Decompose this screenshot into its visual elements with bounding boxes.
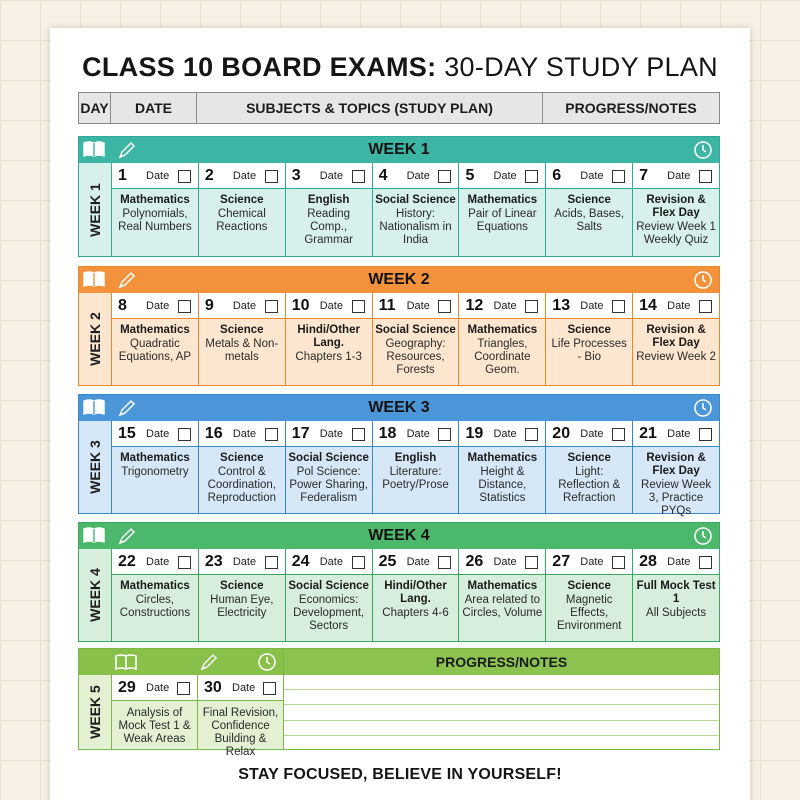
- day-cell-18: [372, 421, 459, 513]
- day-subject: Mathematics: [120, 324, 190, 336]
- day-topic: History: Nationalism in India: [379, 208, 452, 246]
- day-subject: Science: [567, 580, 611, 592]
- day-topic: Metals & Non-metals: [205, 338, 279, 363]
- date-label: Date: [406, 555, 430, 568]
- week-grid: [111, 293, 719, 385]
- day-cell-16: [198, 421, 285, 513]
- day-number: 6: [552, 166, 562, 184]
- title-bold: CLASS 10 BOARD EXAMS:: [82, 52, 437, 82]
- day-checkbox[interactable]: [178, 300, 191, 313]
- day-checkbox[interactable]: [352, 556, 365, 569]
- day-subject: English: [394, 452, 437, 464]
- day-checkbox[interactable]: [178, 170, 191, 183]
- day-subject: Science: [567, 324, 611, 336]
- day-topic: Pair of Linear Equations: [468, 208, 537, 233]
- day-number: 11: [378, 296, 396, 314]
- day-number: 13: [552, 296, 571, 314]
- day-checkbox[interactable]: [438, 300, 451, 313]
- book-icon: [115, 653, 137, 671]
- week-side-label: WEEK 2: [87, 312, 103, 366]
- day-checkbox[interactable]: [265, 170, 278, 183]
- day-topic: Magnetic Effects, Environment: [556, 594, 622, 632]
- day-number: 29: [118, 678, 136, 696]
- date-label: Date: [319, 555, 343, 568]
- day-checkbox[interactable]: [525, 300, 538, 313]
- day-number: 7: [639, 166, 649, 184]
- day-subject: Revision & Flex Day: [646, 452, 706, 477]
- date-label: Date: [667, 169, 691, 182]
- day-subject: Mathematics: [120, 194, 190, 206]
- week-side-label: WEEK 3: [87, 440, 103, 494]
- day-subject: Mathematics: [467, 580, 538, 592]
- week-header: [79, 137, 719, 163]
- day-subject: Mathematics: [467, 452, 538, 464]
- date-label: Date: [406, 427, 430, 440]
- day-topic: Literature: Poetry/Prose: [382, 466, 449, 491]
- day-subject: English: [307, 194, 350, 206]
- day-cell-2: [198, 163, 285, 256]
- week-5-grid: [111, 675, 283, 758]
- date-label: Date: [580, 555, 604, 568]
- day-cell-21: [632, 421, 719, 517]
- date-label: Date: [406, 299, 430, 312]
- day-cell-24: [285, 549, 372, 641]
- book-icon: [83, 398, 105, 416]
- day-checkbox[interactable]: [263, 682, 276, 695]
- day-cell-20: [545, 421, 632, 513]
- day-checkbox[interactable]: [352, 170, 365, 183]
- week-header: [79, 523, 719, 549]
- day-subject: Revision & Flex Day: [646, 324, 706, 349]
- day-checkbox[interactable]: [178, 428, 191, 441]
- day-topic: Trigonometry: [121, 466, 189, 478]
- week-header: [79, 267, 719, 293]
- day-cell-17: [285, 421, 372, 513]
- day-subject: Hindi/Other Lang.: [384, 580, 447, 605]
- day-topic: Analysis of Mock Test 1 & Weak Areas: [118, 707, 191, 745]
- day-checkbox[interactable]: [525, 170, 538, 183]
- day-topic: Circles, Constructions: [119, 594, 191, 619]
- day-topic: Quadratic Equations, AP: [118, 338, 192, 363]
- day-number: 23: [204, 552, 223, 570]
- week-header: [79, 395, 719, 421]
- date-label: Date: [232, 681, 256, 694]
- date-label: Date: [232, 169, 257, 182]
- day-cell-13: [545, 293, 632, 385]
- date-label: Date: [493, 555, 517, 568]
- day-topic: Area related to Circles, Volume: [462, 594, 543, 619]
- day-checkbox[interactable]: [438, 170, 451, 183]
- date-label: Date: [580, 299, 604, 312]
- day-cell-25: [372, 549, 459, 641]
- date-label: Date: [146, 299, 170, 312]
- day-number: 10: [291, 296, 310, 314]
- date-label: Date: [146, 681, 170, 694]
- day-number: 17: [291, 424, 310, 442]
- week-title: WEEK 3: [368, 399, 430, 416]
- day-checkbox[interactable]: [699, 556, 712, 569]
- day-cell-1: [111, 163, 198, 256]
- date-label: Date: [667, 555, 691, 568]
- day-checkbox[interactable]: [612, 556, 625, 569]
- clock-icon: [693, 140, 713, 160]
- day-cell-15: [111, 421, 198, 513]
- pencil-icon: [117, 526, 137, 546]
- date-label: Date: [232, 299, 257, 312]
- week-title: WEEK 2: [368, 271, 430, 288]
- day-number: 4: [378, 166, 388, 184]
- pencil-icon: [117, 270, 137, 290]
- day-subject: Mathematics: [467, 324, 538, 336]
- day-topic: Height & Distance, Statistics: [478, 466, 527, 504]
- day-number: 15: [118, 424, 136, 442]
- motivational-footer: STAY FOCUSED, BELIEVE IN YOURSELF!: [238, 766, 562, 783]
- day-topic: Review Week 3, Practice PYQs: [641, 479, 712, 517]
- day-number: 3: [291, 166, 301, 184]
- day-topic: Acids, Bases, Salts: [554, 208, 625, 233]
- day-subject: Social Science: [288, 452, 369, 464]
- day-topic: Review Week 2: [636, 351, 716, 363]
- book-icon: [83, 526, 105, 544]
- day-topic: Life Processes - Bio: [551, 338, 627, 363]
- day-cell-23: [198, 549, 285, 641]
- day-subject: Full Mock Test 1: [636, 580, 716, 605]
- day-topic: Chemical Reactions: [216, 208, 268, 233]
- book-icon: [83, 270, 105, 288]
- date-label: Date: [232, 427, 257, 440]
- day-subject: Social Science: [288, 580, 369, 592]
- title-light: 30-DAY STUDY PLAN: [444, 52, 718, 82]
- day-checkbox[interactable]: [612, 170, 625, 183]
- header-date: DATE: [111, 93, 197, 123]
- date-label: Date: [146, 555, 170, 568]
- header-subjects: SUBJECTS & TOPICS (STUDY PLAN): [197, 93, 543, 123]
- day-topic: Triangles, Coordinate Geom.: [474, 338, 531, 376]
- day-number: 12: [465, 296, 484, 314]
- day-topic: Review Week 1 Weekly Quiz: [636, 221, 716, 246]
- week-side-label: WEEK 4: [87, 568, 103, 622]
- day-topic: Polynomials, Real Numbers: [118, 208, 192, 233]
- day-checkbox[interactable]: [352, 428, 365, 441]
- day-subject: Science: [220, 194, 264, 206]
- day-number: 5: [465, 166, 475, 184]
- day-checkbox[interactable]: [438, 428, 451, 441]
- day-number: 26: [465, 552, 484, 570]
- date-label: Date: [667, 427, 691, 440]
- day-number: 9: [204, 296, 214, 314]
- day-number: 27: [552, 552, 571, 570]
- day-cell-28: [632, 549, 719, 641]
- week-title: WEEK 4: [368, 527, 430, 544]
- week-5-notes-title: PROGRESS/NOTES: [283, 649, 719, 675]
- day-cell-12: [458, 293, 545, 385]
- date-label: Date: [319, 169, 343, 182]
- pencil-icon: [199, 652, 219, 672]
- day-number: 30: [204, 678, 222, 696]
- day-cell-8: [111, 293, 198, 385]
- week-1-section: [78, 136, 720, 257]
- week-grid: [111, 549, 719, 641]
- date-label: Date: [146, 427, 170, 440]
- day-cell-11: [372, 293, 459, 385]
- day-subject: Science: [567, 194, 611, 206]
- clock-icon: [693, 270, 713, 290]
- day-number: 8: [118, 296, 127, 314]
- date-label: Date: [493, 427, 517, 440]
- day-subject: Social Science: [375, 194, 456, 206]
- day-checkbox[interactable]: [178, 556, 191, 569]
- date-label: Date: [493, 299, 517, 312]
- pencil-icon: [117, 140, 137, 160]
- date-label: Date: [580, 427, 604, 440]
- day-cell-26: [458, 549, 545, 641]
- day-number: 21: [639, 424, 657, 442]
- pencil-icon: [117, 398, 137, 418]
- day-cell-5: [458, 163, 545, 256]
- day-topic: Economics: Development, Sectors: [293, 594, 365, 632]
- day-cell-6: [545, 163, 632, 256]
- day-topic: Chapters 4-6: [382, 607, 449, 619]
- day-cell-9: [198, 293, 285, 385]
- week-4-section: [78, 522, 720, 642]
- day-topic: Human Eye, Electricity: [210, 594, 274, 619]
- day-checkbox[interactable]: [699, 428, 712, 441]
- week-side-label: WEEK 1: [87, 182, 103, 237]
- week-title: WEEK 1: [368, 141, 430, 158]
- day-number: 24: [291, 552, 310, 570]
- date-label: Date: [319, 299, 343, 312]
- day-number: 19: [465, 424, 484, 442]
- day-cell-22: [111, 549, 198, 641]
- week-2-section: [78, 266, 720, 386]
- clock-icon: [693, 526, 713, 546]
- day-cell-7: [632, 163, 719, 256]
- day-topic: Control & Coordination, Reproduction: [207, 466, 276, 504]
- day-number: 1: [118, 166, 127, 184]
- day-subject: Science: [220, 580, 264, 592]
- day-subject: Mathematics: [120, 452, 190, 464]
- page-title: [0, 52, 800, 83]
- day-topic: Light: Reflection & Refraction: [558, 466, 621, 504]
- day-subject: Social Science: [375, 324, 456, 336]
- day-cell-3: [285, 163, 372, 256]
- day-topic: Reading Comp., Grammar: [304, 208, 353, 246]
- day-subject: Mathematics: [467, 194, 538, 206]
- week-grid: [111, 163, 719, 256]
- day-subject: Revision & Flex Day: [646, 194, 706, 219]
- day-topic: Pol Science: Power Sharing, Federalism: [289, 466, 368, 504]
- day-checkbox[interactable]: [525, 428, 538, 441]
- week-grid: [111, 421, 719, 517]
- day-checkbox[interactable]: [352, 300, 365, 313]
- day-subject: Mathematics: [120, 580, 190, 592]
- date-label: Date: [580, 169, 604, 182]
- column-header-row: [78, 92, 720, 124]
- day-checkbox[interactable]: [699, 170, 712, 183]
- week-3-section: [78, 394, 720, 517]
- date-label: Date: [319, 427, 343, 440]
- date-label: Date: [667, 299, 691, 312]
- day-number: 22: [118, 552, 136, 570]
- day-checkbox[interactable]: [438, 556, 451, 569]
- day-number: 16: [204, 424, 223, 442]
- day-cell-30: [197, 675, 283, 758]
- day-checkbox[interactable]: [612, 300, 625, 313]
- day-topic: Chapters 1-3: [295, 351, 362, 363]
- header-progress: PROGRESS/NOTES: [565, 100, 697, 116]
- week-5-section: [78, 648, 720, 758]
- date-label: Date: [146, 169, 170, 182]
- day-topic: All Subjects: [646, 607, 707, 619]
- day-subject: Science: [220, 324, 264, 336]
- progress-notes-area[interactable]: [283, 675, 719, 749]
- day-checkbox[interactable]: [525, 556, 538, 569]
- day-cell-14: [632, 293, 719, 385]
- week-5-side-label: WEEK 5: [87, 685, 103, 739]
- date-label: Date: [493, 169, 517, 182]
- day-cell-10: [285, 293, 372, 385]
- day-number: 2: [204, 166, 214, 184]
- week-5-header: [79, 649, 283, 675]
- day-checkbox[interactable]: [177, 682, 190, 695]
- day-subject: Science: [220, 452, 264, 464]
- day-checkbox[interactable]: [265, 300, 278, 313]
- day-number: 25: [378, 552, 397, 570]
- day-checkbox[interactable]: [265, 428, 278, 441]
- day-number: 20: [552, 424, 571, 442]
- day-number: 18: [378, 424, 397, 442]
- date-label: Date: [232, 555, 257, 568]
- date-label: Date: [406, 169, 430, 182]
- day-checkbox[interactable]: [699, 300, 712, 313]
- day-subject: Hindi/Other Lang.: [297, 324, 360, 349]
- day-number: 14: [639, 296, 657, 314]
- clock-icon: [257, 652, 277, 672]
- clock-icon: [693, 398, 713, 418]
- header-day: DAY: [79, 93, 111, 123]
- day-cell-27: [545, 549, 632, 641]
- day-cell-29: [111, 675, 197, 749]
- day-topic: Final Revision, Confidence Building & Relax: [202, 707, 279, 758]
- day-checkbox[interactable]: [612, 428, 625, 441]
- day-topic: Geography: Resources, Forests: [385, 338, 446, 376]
- day-cell-4: [372, 163, 459, 256]
- day-number: 28: [639, 552, 657, 570]
- book-icon: [83, 140, 105, 158]
- day-subject: Science: [567, 452, 611, 464]
- day-cell-19: [458, 421, 545, 513]
- day-checkbox[interactable]: [265, 556, 278, 569]
